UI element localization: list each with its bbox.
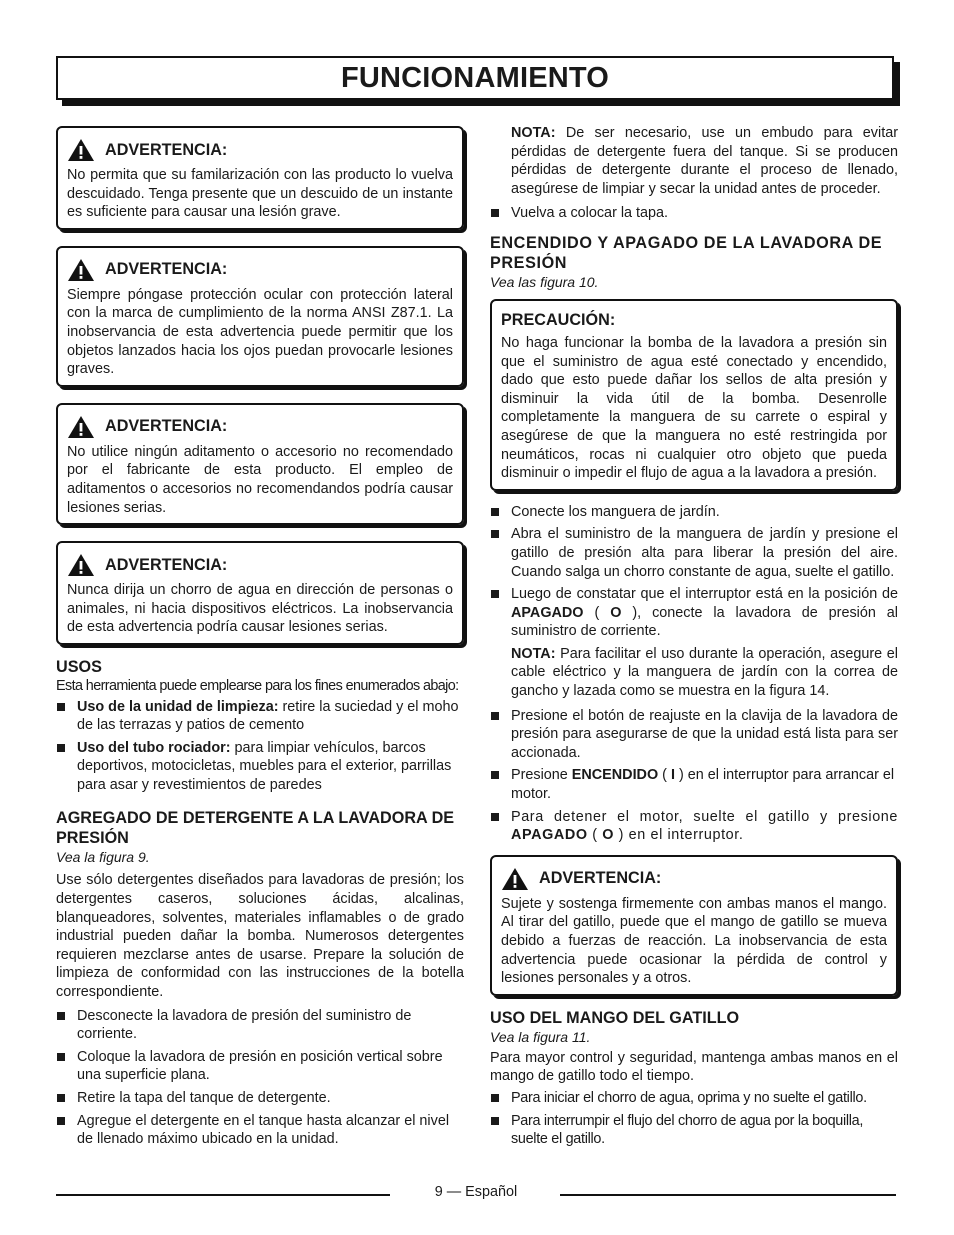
warning-icon	[67, 415, 95, 439]
list-item: Uso del tubo rociador: para limpiar vehículos, barcos deportivos, motocicletas, muebles para el exterior, parrillas para asar y revestimientos de paredes	[56, 739, 464, 795]
note: NOTA: Para facilitar el uso durante la operación, asegure el cable eléctrico y la manguera de jardín con la correa de gancho y lazada como se muestra en la figura 14.	[511, 645, 898, 700]
warning-box	[56, 403, 464, 525]
section-heading: USO DEL MANGO DEL GATILLO	[490, 1008, 740, 1027]
caution-text: No haga funcionar la bomba de la lavadora a presión sin que el suministro de agua esté conectado y encendido, dado que esto puede dañar los sellos de alta presión y disminuir la vida útil de la bomba. Desenrolle completamente la manguera de su carrete o espiral y asegúrese de que la manguera no esté restringida por neumáticos, rocas ni cualquier otro objeto que pueda disminuir o impedir el flujo de agua a la lavadora a presión.	[501, 334, 887, 482]
detergente-intro: Use sólo detergentes diseñados para lavadoras de presión; los detergentes caseros, soluciones ácidas, alcalinas, blanqueadores, solventes, materiales inflamables o de grado industrial pueden dañar la bomba. Numerosos detergentes requieren mezclarse antes de usarse. Prepare la solución de limpieza de conformidad con las instrucciones de la botella correspondiente.	[56, 872, 464, 1001]
footer-rule-right	[560, 1194, 896, 1196]
bullet-icon	[57, 1053, 65, 1061]
warning-text: Nunca dirija un chorro de agua en dirección de personas o animales, ni hacia dispositivos eléctricos. La inobservancia de esta advertencia podría causar lesiones serias.	[67, 582, 453, 636]
warning-title: ADVERTENCIA:	[105, 555, 228, 574]
mango-section	[490, 1008, 898, 1149]
warning-text: No utilice ningún aditamento o accesorio no recomendado por el fabricante de esta producto. El empleo de aditamentos o accesorios no recomendandos podría causar lesiones serias.	[67, 443, 453, 516]
left-column	[56, 126, 464, 1153]
list-item: Para detener el motor, suelte el gatillo y presione APAGADO ( O ) en el interruptor.	[490, 808, 898, 845]
figure-reference: Vea las figura 10.	[490, 273, 599, 290]
bullet-icon	[491, 590, 499, 598]
page-header	[56, 56, 894, 100]
list-item: Conecte los manguera de jardín.	[490, 503, 898, 522]
list-item: Abra el suministro de la manguera de jardín y presione el gatillo de presión alta para liberar la presión del aire. Cuando salga un chorro constante de agua, suelte el gatillo.	[490, 525, 898, 581]
detergente-section	[56, 808, 464, 1148]
note: NOTA: De ser necesario, use un embudo para evitar pérdidas de detergente fuera del tanque. Si se producen pérdidas de detergente durante el proceso de llenado, asegúrese de limpiar y secar la unidad antes de proceder.	[511, 125, 898, 197]
warning-text: Sujete y sostenga firmemente con ambas manos el mango. Al tirar del gatillo, puede que el mango de gatillo se mueva debido a fuerzas de reacción. La inobservancia de esta advertencia puede ocasionar la pérdida de control y lesiones personales y a otros.	[501, 895, 887, 987]
list-item: Agregue el detergente en el tanque hasta alcanzar el nivel de llenado máximo ubicado en la unidad.	[56, 1112, 464, 1149]
page-number: 9 — Español	[434, 1184, 518, 1200]
bullet-icon	[491, 813, 499, 821]
list-item: Uso de la unidad de limpieza: retire la suciedad y el moho de las terrazas y patios de cemento	[56, 698, 464, 735]
caution-box	[490, 299, 898, 491]
usos-intro: Esta herramienta puede emplearse para los fines enumerados abajo:	[56, 677, 459, 694]
warning-title: ADVERTENCIA:	[105, 417, 228, 436]
page-title: FUNCIONAMIENTO	[340, 61, 610, 94]
bullet-icon	[491, 771, 499, 779]
list-item: Desconecte la lavadora de presión del suministro de corriente.	[56, 1007, 464, 1044]
bullet-icon	[491, 1094, 499, 1102]
caution-title: PRECAUCIÓN:	[501, 310, 616, 329]
warning-title: ADVERTENCIA:	[539, 869, 662, 888]
bullet-icon	[57, 1094, 65, 1102]
warning-icon	[67, 258, 95, 282]
list-item: Retire la tapa del tanque de detergente.	[56, 1089, 464, 1108]
list-item: Presione el botón de reajuste en la clavija de la lavadora de presión para asegurarse de que la unidad está lista para ser accionada.	[490, 707, 898, 763]
section-heading: USOS	[56, 657, 102, 676]
list-item: Luego de constatar que el interruptor está en la posición de APAGADO ( O ), conecte la lavadora de presión al suministro de corriente.	[490, 585, 898, 641]
encendido-section	[490, 233, 898, 845]
list-item: Para interrumpir el flujo del chorro de agua por la boquilla, suelte el gatillo.	[490, 1112, 898, 1149]
bullet-icon	[491, 209, 499, 217]
warning-title: ADVERTENCIA:	[105, 140, 228, 159]
warning-title: ADVERTENCIA:	[105, 260, 228, 279]
usos-section	[56, 657, 464, 795]
warning-box	[56, 126, 464, 230]
list-item: Coloque la lavadora de presión en posición vertical sobre una superficie plana.	[56, 1048, 464, 1085]
warning-icon	[67, 553, 95, 577]
bullet-icon	[491, 712, 499, 720]
list-item: Para iniciar el chorro de agua, oprima y no suelte el gatillo.	[490, 1089, 898, 1108]
bullet-icon	[57, 1012, 65, 1020]
bullet-icon	[57, 703, 65, 711]
bullet-icon	[491, 508, 499, 516]
bullet-icon	[57, 1117, 65, 1125]
figure-reference: Vea la figura 9.	[56, 849, 150, 866]
warning-text: No permita que su familarización con las producto lo vuelva descuidado. Tenga presente que un descuido de un instante es suficiente para causar una lesión grave.	[67, 167, 453, 221]
warning-box	[490, 855, 898, 996]
list-item: Vuelva a colocar la tapa.	[490, 204, 898, 223]
right-column	[490, 124, 898, 1153]
figure-reference: Vea la figura 11.	[490, 1028, 591, 1045]
section-heading: ENCENDIDO Y APAGADO DE LA LAVADORA DE PRESIÓN	[490, 233, 883, 272]
warning-text: Siempre póngase protección ocular con protección lateral con la marca de cumplimiento de la norma ANSI Z87.1. La inobservancia de esta advertencia puede permitir que los objetos lanzados hacia los ojos puedan provocarle lesiones graves.	[67, 286, 453, 378]
warning-box	[56, 541, 464, 645]
bullet-icon	[491, 1117, 499, 1125]
warning-icon	[67, 138, 95, 162]
section-heading: AGREGADO DE DETERGENTE A LA LAVADORA DE PRESIÓN	[56, 809, 455, 848]
warning-icon	[501, 867, 529, 891]
bullet-icon	[57, 744, 65, 752]
page-footer	[56, 1184, 896, 1212]
warning-box	[56, 246, 464, 387]
mango-intro: Para mayor control y seguridad, mantenga ambas manos en el mango de gatillo todo el tiempo.	[490, 1049, 898, 1085]
list-item: Presione ENCENDIDO ( I ) en el interruptor para arrancar el motor.	[490, 766, 898, 803]
bullet-icon	[491, 530, 499, 538]
